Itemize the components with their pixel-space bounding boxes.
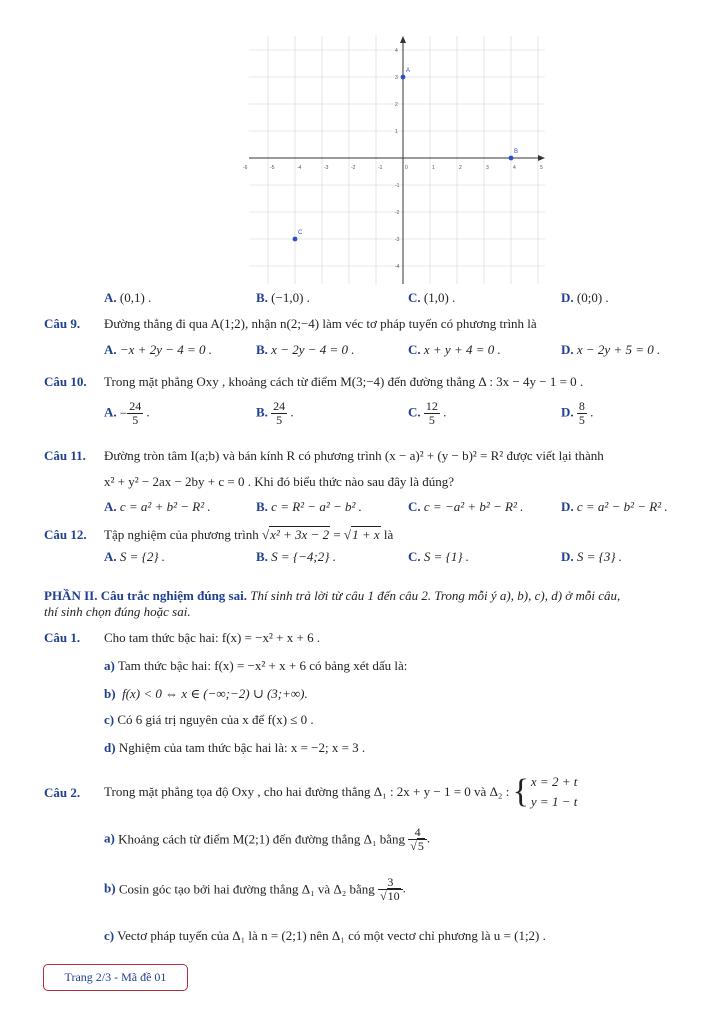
q11-option-c: C. c = −a² + b² − R² .	[408, 499, 524, 514]
x-tick-label: -1	[378, 165, 383, 171]
part2-heading: PHẦN II. Câu trắc nghiệm đúng sai. Thí sinh trả lời từ câu 1 đến câu 2. Trong mỗi ý a), b), c), d) ở mỗi câu,	[44, 588, 621, 603]
point-c	[293, 237, 298, 242]
x-tick-label: 4	[513, 165, 516, 171]
y-tick-label: -4	[395, 264, 400, 270]
q9-option-a: A. −x + 2y − 4 = 0 .	[104, 342, 213, 357]
system-brace: {	[512, 773, 529, 810]
q9-stem: Đường thẳng đi qua A(1;2), nhận n(2;−4) làm véc tơ pháp tuyến có phương trình là	[104, 316, 537, 331]
x-tick-label: 5	[540, 165, 543, 171]
q11-stem-line2: x² + y² − 2ax − 2by + c = 0 . Khi đó biểu thức nào sau đây là đúng?	[104, 474, 455, 489]
y-tick-label: 2	[395, 102, 398, 108]
q10-option-c: C. $\frac{12}{5}$ .	[408, 399, 447, 427]
q10-option-d: D. $\frac{8}{5}$ .	[561, 399, 594, 427]
y-axis-arrow	[400, 36, 406, 43]
x-tick-label: 3	[486, 165, 489, 171]
q8-option-a: A. (0,1) .	[104, 290, 152, 305]
x-tick-label: 0	[405, 165, 408, 171]
q9-option-d: D. x − 2y + 5 = 0 .	[561, 342, 661, 357]
q12-option-b: B. S = {−4;2} .	[256, 549, 336, 564]
q12-label: Câu 12.	[44, 527, 87, 542]
p2q1-item-b: b) f(x) < 0 ⇔ x ∈ (−∞;−2) ∪ (3;+∞).	[104, 686, 308, 701]
p2q1-item-c: c) Có 6 giá trị nguyên của x để f(x) ≤ 0 .	[104, 712, 314, 727]
p2q1-item-a: a) Tam thức bậc hai: f(x) = −x² + x + 6 có bảng xét dấu là:	[104, 658, 408, 673]
q11-option-d: D. c = a² − b² − R² .	[561, 499, 668, 514]
q10-option-a: A. − $\frac{24}{5}$ .	[104, 399, 150, 427]
y-tick-label: 1	[395, 129, 398, 135]
point-b	[509, 156, 514, 161]
x-axis-arrow	[538, 155, 545, 161]
coordinate-graph	[243, 36, 545, 284]
q8-option-d: D. (0;0) .	[561, 290, 609, 305]
point-label-b: B	[514, 149, 519, 155]
q12-option-d: D. S = {3} .	[561, 549, 623, 564]
q11-label: Câu 11.	[44, 448, 86, 463]
p2q1-label: Câu 1.	[44, 630, 81, 645]
q10-stem: Trong mặt phẳng Oxy , khoảng cách từ điểm M(3;−4) đến đường thẳng Δ : 3x − 4y − 1 = 0 .	[104, 374, 584, 389]
p2q2-label: Câu 2.	[44, 785, 81, 800]
q10-label: Câu 10.	[44, 374, 87, 389]
x-tick-label: -5	[270, 165, 275, 171]
q12-option-a: A. S = {2} .	[104, 549, 166, 564]
x-tick-label: -4	[297, 165, 302, 171]
point-label-c: C	[298, 230, 303, 236]
page-footer: Trang 2/3 - Mã đề 01	[43, 964, 188, 991]
q11-option-b: B. c = R² − a² − b² .	[256, 499, 362, 514]
q11-stem-line1: Đường tròn tâm I(a;b) và bán kính R có phương trình (x − a)² + (y − b)² = R² được viết lại thành	[104, 448, 604, 463]
point-a	[401, 75, 406, 80]
y-tick-label: 3	[395, 75, 398, 81]
q8-option-c: C. (1,0) .	[408, 290, 456, 305]
q8-option-b: B. (−1,0) .	[256, 290, 310, 305]
q9-label: Câu 9.	[44, 316, 81, 331]
q12-option-c: C. S = {1} .	[408, 549, 470, 564]
p2q2-item-b: b) Cosin góc tạo bởi hai đường thẳng Δ₁ và Δ₂ bằng $\frac{3}{√10}$ .	[104, 875, 406, 903]
q12-stem: Tập nghiệm của phương trình √x² + 3x − 2 = √1 + x là	[104, 527, 394, 542]
p2q1-stem: Cho tam thức bậc hai: f(x) = −x² + x + 6 .	[104, 630, 321, 645]
y-tick-label: -3	[395, 237, 400, 243]
x-tick-label: 2	[459, 165, 462, 171]
q9-option-b: B. x − 2y − 4 = 0 .	[256, 342, 355, 357]
point-label-a: A	[406, 68, 411, 74]
part2-instruction-line2: thí sinh chọn đúng hoặc sai.	[44, 604, 191, 619]
p2q1-item-d: d) Nghiệm của tam thức bậc hai là: x = −2; x = 3 .	[104, 740, 366, 755]
x-tick-label: -3	[324, 165, 329, 171]
p2q2-stem: Trong mặt phẳng tọa độ Oxy , cho hai đường thẳng Δ₁ : 2x + y − 1 = 0 và Δ₂ : { x = 2 + t y = 1 − t	[104, 773, 578, 810]
y-tick-label: -2	[395, 210, 400, 216]
p2q2-item-a: a) Khoảng cách từ điểm M(2;1) đến đường thẳng Δ₁ bằng $\frac{4}{√5}$ .	[104, 825, 431, 853]
q11-option-a: A. c = a² + b² − R² .	[104, 499, 211, 514]
p2q2-item-c: c) Vectơ pháp tuyến của Δ₁ là n = (2;1) nên Δ₁ có một vectơ chỉ phương là u = (1;2) .	[104, 928, 546, 943]
q9-option-c: C. x + y + 4 = 0 .	[408, 342, 501, 357]
x-tick-label: -6	[243, 165, 248, 171]
x-tick-label: -2	[351, 165, 356, 171]
y-tick-label: -1	[395, 183, 400, 189]
y-tick-label: 4	[395, 48, 398, 54]
q10-option-b: B. $\frac{24}{5}$ .	[256, 399, 294, 427]
x-tick-label: 1	[432, 165, 435, 171]
